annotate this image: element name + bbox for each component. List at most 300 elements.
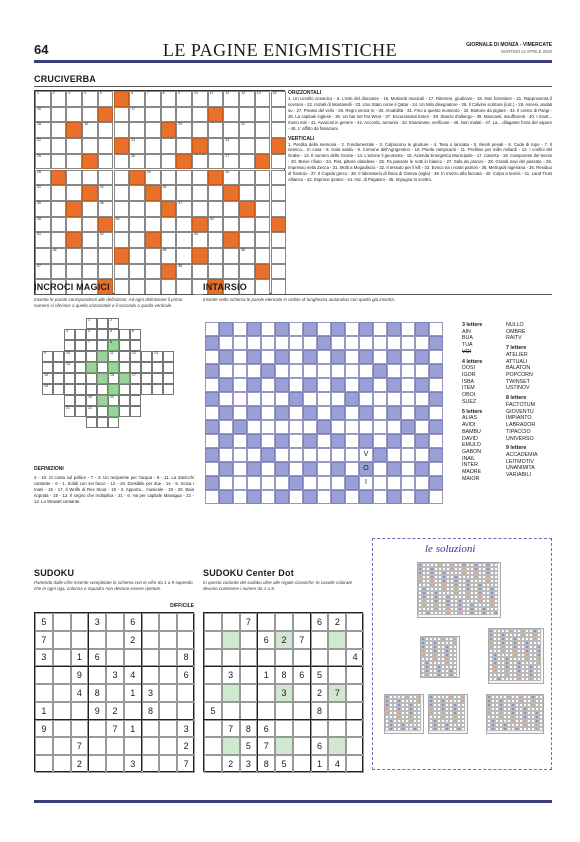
crossword-cell[interactable] [98,264,114,280]
sudoku-cell[interactable] [257,613,275,631]
intarsio-cell[interactable] [247,448,261,462]
crossword-cell[interactable] [192,232,208,248]
sudoku-cell[interactable] [159,702,177,720]
sudoku-cell[interactable] [106,737,124,755]
intarsio-cell[interactable] [317,476,331,490]
incroci-cell[interactable] [141,362,152,373]
incroci-cell[interactable] [152,384,163,395]
crossword-cell[interactable] [176,138,192,154]
sudoku-cell[interactable] [106,755,124,773]
crossword-cell[interactable] [35,217,51,233]
intarsio-cell[interactable] [345,462,359,476]
incroci-cell[interactable] [130,395,141,406]
incroci-cell[interactable] [108,417,119,428]
sudoku-cell[interactable] [159,613,177,631]
sudoku-cell[interactable]: 2 [311,684,329,702]
intarsio-cell[interactable] [247,336,261,350]
intarsio-cell[interactable] [373,490,387,504]
crossword-cell[interactable] [82,122,98,138]
intarsio-cell[interactable] [205,490,219,504]
crossword-cell[interactable] [145,248,161,264]
sudoku-cell[interactable] [293,755,311,773]
intarsio-cell[interactable] [317,378,331,392]
intarsio-cell[interactable] [415,336,429,350]
intarsio-cell[interactable] [205,378,219,392]
incroci-cell[interactable] [53,384,64,395]
intarsio-cell[interactable] [331,392,345,406]
crossword-cell[interactable] [82,232,98,248]
sudoku-center-dot-cell[interactable] [222,684,240,702]
intarsio-cell[interactable] [303,420,317,434]
intarsio-cell[interactable] [429,350,443,364]
sudoku-cell[interactable]: 8 [311,702,329,720]
sudoku-cell[interactable] [293,649,311,667]
sudoku-cell[interactable] [222,613,240,631]
sudoku-cell[interactable] [346,666,364,684]
intarsio-cell[interactable] [317,392,331,406]
intarsio-cell[interactable] [331,420,345,434]
crossword-cell[interactable] [223,107,239,123]
crossword-cell[interactable] [51,248,67,264]
crossword-cell[interactable] [239,107,255,123]
intarsio-cell[interactable] [205,434,219,448]
crossword-cell[interactable] [51,107,67,123]
crossword-cell[interactable] [129,217,145,233]
crossword-cell[interactable] [35,138,51,154]
sudoku-cell[interactable]: 5 [204,702,222,720]
incroci-cell[interactable] [152,362,163,373]
crossword-cell[interactable] [208,248,224,264]
crossword-cell[interactable] [176,279,192,295]
crossword-cell[interactable] [239,170,255,186]
intarsio-cell[interactable] [401,434,415,448]
crossword-cell[interactable] [255,170,271,186]
incroci-cell[interactable] [141,384,152,395]
intarsio-cell[interactable] [219,420,233,434]
crossword-cell[interactable] [35,154,51,170]
crossword-cell[interactable] [145,264,161,280]
intarsio-cell[interactable] [289,434,303,448]
intarsio-cell[interactable] [289,322,303,336]
sudoku-cell[interactable]: 9 [71,666,89,684]
intarsio-cell[interactable] [401,336,415,350]
crossword-cell[interactable] [51,232,67,248]
crossword-cell[interactable] [208,138,224,154]
crossword-cell[interactable] [82,170,98,186]
intarsio-cell[interactable] [261,406,275,420]
intarsio-cell[interactable] [205,462,219,476]
incroci-cell[interactable] [119,362,130,373]
intarsio-cell[interactable] [247,392,261,406]
intarsio-cell[interactable] [275,420,289,434]
intarsio-cell[interactable] [233,364,247,378]
intarsio-cell[interactable] [359,420,373,434]
incroci-highlight-cell[interactable] [97,373,108,384]
sudoku-cell[interactable] [53,737,71,755]
crossword-cell[interactable] [176,122,192,138]
incroci-cell[interactable] [86,318,97,329]
crossword-cell[interactable] [255,138,271,154]
crossword-cell[interactable] [82,138,98,154]
intarsio-grid[interactable] [205,322,455,504]
intarsio-cell[interactable] [401,448,415,462]
crossword-cell[interactable] [176,170,192,186]
sudoku-cell[interactable] [204,613,222,631]
incroci-cell[interactable] [141,351,152,362]
sudoku-cell[interactable] [275,613,293,631]
incroci-cell[interactable] [42,373,53,384]
intarsio-cell[interactable] [359,336,373,350]
sudoku-cell[interactable] [293,702,311,720]
sudoku-cell[interactable]: 7 [35,631,53,649]
intarsio-cell[interactable] [373,322,387,336]
sudoku-cell[interactable] [71,702,89,720]
incroci-cell[interactable] [163,362,174,373]
crossword-cell[interactable] [145,107,161,123]
sudoku-cell[interactable] [159,631,177,649]
crossword-cell[interactable] [129,154,145,170]
crossword-cell[interactable] [35,91,51,107]
intarsio-cell[interactable] [387,364,401,378]
intarsio-cell[interactable] [219,448,233,462]
crossword-cell[interactable] [176,107,192,123]
incroci-cell[interactable] [75,340,86,351]
intarsio-cell[interactable] [345,420,359,434]
intarsio-cell[interactable] [373,462,387,476]
crossword-cell[interactable] [223,217,239,233]
crossword-cell[interactable] [114,232,130,248]
incroci-cell[interactable] [97,329,108,340]
sudoku-cell[interactable] [53,613,71,631]
crossword-cell[interactable] [98,154,114,170]
crossword-cell[interactable] [208,154,224,170]
sudoku-cell[interactable] [240,666,258,684]
crossword-cell[interactable] [35,264,51,280]
sudoku-cell[interactable] [275,720,293,738]
sudoku-cell[interactable] [142,666,160,684]
crossword-cell[interactable] [176,264,192,280]
intarsio-cell[interactable] [289,378,303,392]
crossword-cell[interactable] [192,107,208,123]
crossword-cell[interactable] [255,91,271,107]
intarsio-cell[interactable] [429,406,443,420]
crossword-cell[interactable] [114,107,130,123]
sudoku-cell[interactable] [346,613,364,631]
crossword-cell[interactable] [208,122,224,138]
sudoku-cell[interactable] [71,631,89,649]
incroci-cell[interactable] [64,406,75,417]
incroci-highlight-cell[interactable] [97,351,108,362]
crossword-cell[interactable] [271,170,287,186]
sudoku-cell[interactable] [159,684,177,702]
sudoku-cell[interactable] [53,666,71,684]
incroci-cell[interactable] [152,351,163,362]
crossword-cell[interactable] [223,264,239,280]
incroci-cell[interactable] [163,351,174,362]
incroci-cell[interactable] [108,351,119,362]
intarsio-cell[interactable] [219,392,233,406]
intarsio-cell[interactable] [275,336,289,350]
crossword-cell[interactable] [98,91,114,107]
intarsio-cell[interactable] [233,476,247,490]
crossword-cell[interactable] [208,91,224,107]
incroci-cell[interactable] [75,373,86,384]
intarsio-cell[interactable] [401,350,415,364]
intarsio-cell[interactable] [387,336,401,350]
sudoku-cell[interactable]: 6 [293,666,311,684]
incroci-cell[interactable] [119,340,130,351]
crossword-cell[interactable] [98,122,114,138]
sudoku-cell[interactable] [106,684,124,702]
sudoku-cell[interactable] [240,649,258,667]
sudoku-cell[interactable] [204,755,222,773]
sudoku-cell[interactable]: 3 [88,613,106,631]
sudoku-cell[interactable]: 8 [177,649,195,667]
intarsio-cell[interactable] [429,322,443,336]
sudoku-cell[interactable]: 6 [88,649,106,667]
intarsio-cell[interactable] [317,490,331,504]
sudoku-cell[interactable] [293,613,311,631]
sudoku-cell[interactable]: 1 [124,684,142,702]
intarsio-cell[interactable] [247,476,261,490]
incroci-cell[interactable] [42,384,53,395]
intarsio-cell[interactable] [331,448,345,462]
intarsio-cell[interactable] [317,322,331,336]
crossword-cell[interactable] [129,107,145,123]
intarsio-cell[interactable] [359,364,373,378]
intarsio-cell[interactable] [373,406,387,420]
crossword-cell[interactable] [82,107,98,123]
crossword-cell[interactable] [35,248,51,264]
intarsio-cell[interactable] [303,336,317,350]
intarsio-cell[interactable] [429,434,443,448]
intarsio-cell[interactable] [345,406,359,420]
crossword-cell[interactable] [82,201,98,217]
sudoku-cell[interactable] [88,631,106,649]
crossword-cell[interactable] [66,248,82,264]
intarsio-cell[interactable] [219,364,233,378]
incroci-cell[interactable] [64,395,75,406]
sudoku-cell[interactable]: 2 [177,737,195,755]
intarsio-cell[interactable] [233,406,247,420]
incroci-cell[interactable] [108,329,119,340]
crossword-cell[interactable] [114,154,130,170]
crossword-cell[interactable] [208,217,224,233]
sudoku-cell[interactable]: 2 [71,755,89,773]
intarsio-cell[interactable] [317,406,331,420]
sudoku-cell[interactable]: 8 [142,702,160,720]
incroci-highlight-cell[interactable] [108,406,119,417]
sudoku-cell[interactable] [222,649,240,667]
sudoku-cell[interactable] [88,720,106,738]
incroci-cell[interactable] [64,384,75,395]
intarsio-cell[interactable] [345,322,359,336]
crossword-cell[interactable] [161,185,177,201]
crossword-cell[interactable] [145,91,161,107]
incroci-cell[interactable] [130,373,141,384]
incroci-cell[interactable] [75,351,86,362]
sudoku-cell[interactable]: 6 [311,613,329,631]
crossword-cell[interactable] [271,185,287,201]
sudoku-cell[interactable] [35,755,53,773]
intarsio-cell[interactable] [233,392,247,406]
intarsio-cell[interactable] [275,364,289,378]
sudoku-cell[interactable] [142,613,160,631]
crossword-cell[interactable] [239,264,255,280]
crossword-cell[interactable] [114,217,130,233]
sudoku-cell[interactable] [35,666,53,684]
incroci-highlight-cell[interactable] [108,384,119,395]
incroci-cell[interactable] [86,373,97,384]
crossword-cell[interactable] [192,170,208,186]
intarsio-cell[interactable] [331,364,345,378]
sudoku-cell[interactable] [124,649,142,667]
crossword-cell[interactable] [192,122,208,138]
sudoku-cell[interactable] [177,631,195,649]
sudoku-cell[interactable]: 2 [328,613,346,631]
sudoku-cell[interactable] [204,666,222,684]
sudoku-cell[interactable] [204,649,222,667]
crossword-cell[interactable] [271,122,287,138]
intarsio-cell[interactable] [373,378,387,392]
incroci-cell[interactable] [64,340,75,351]
incroci-cell[interactable] [86,340,97,351]
incroci-cell[interactable] [163,373,174,384]
crossword-cell[interactable] [35,185,51,201]
crossword-cell[interactable] [129,91,145,107]
intarsio-cell[interactable] [317,434,331,448]
intarsio-cell[interactable] [261,420,275,434]
sudoku-cell[interactable] [275,702,293,720]
intarsio-cell[interactable] [387,392,401,406]
intarsio-cell[interactable] [373,350,387,364]
crossword-cell[interactable] [114,170,130,186]
intarsio-cell[interactable] [275,476,289,490]
incroci-cell[interactable] [86,329,97,340]
sudoku-cell[interactable] [204,720,222,738]
intarsio-cell[interactable] [261,434,275,448]
crossword-cell[interactable] [82,217,98,233]
incroci-highlight-cell[interactable] [108,362,119,373]
intarsio-cell[interactable] [219,476,233,490]
sudoku-cell[interactable] [106,649,124,667]
intarsio-cell[interactable] [401,462,415,476]
crossword-cell[interactable] [223,154,239,170]
crossword-cell[interactable] [98,185,114,201]
sudoku-cell[interactable]: 5 [240,737,258,755]
intarsio-cell[interactable] [429,490,443,504]
incroci-cell[interactable] [64,373,75,384]
crossword-cell[interactable] [176,248,192,264]
incroci-cell[interactable] [42,362,53,373]
intarsio-cell[interactable] [345,364,359,378]
sudoku-cell[interactable]: 4 [124,666,142,684]
sudoku-cell[interactable] [311,649,329,667]
sudoku-cell[interactable] [275,649,293,667]
crossword-cell[interactable] [66,170,82,186]
crossword-cell[interactable] [208,185,224,201]
sudoku-cell[interactable] [177,684,195,702]
sudoku-cell[interactable] [328,666,346,684]
intarsio-cell[interactable] [359,392,373,406]
crossword-cell[interactable] [129,264,145,280]
crossword-cell[interactable] [51,154,67,170]
sudoku-cell[interactable]: 7 [106,720,124,738]
sudoku-cell[interactable] [53,684,71,702]
sudoku-cell[interactable] [204,737,222,755]
sudoku-cell[interactable]: 9 [88,702,106,720]
sudoku-cell[interactable]: 4 [328,755,346,773]
incroci-highlight-cell[interactable] [119,373,130,384]
crossword-cell[interactable] [271,248,287,264]
crossword-cell[interactable] [66,217,82,233]
crossword-cell[interactable] [51,185,67,201]
intarsio-cell[interactable] [401,490,415,504]
crossword-cell[interactable] [239,185,255,201]
intarsio-cell[interactable] [415,476,429,490]
incroci-cell[interactable] [86,351,97,362]
incroci-cell[interactable] [130,340,141,351]
sudoku-grid[interactable] [34,612,194,772]
intarsio-cell[interactable] [317,448,331,462]
crossword-cell[interactable] [271,107,287,123]
sudoku-cell[interactable] [35,684,53,702]
sudoku-center-dot-cell[interactable]: 2 [275,631,293,649]
incroci-cell[interactable] [119,351,130,362]
sudoku-cell[interactable]: 4 [346,649,364,667]
sudoku-cell[interactable] [159,649,177,667]
incroci-cell[interactable] [97,384,108,395]
crossword-cell[interactable] [208,201,224,217]
crossword-cell[interactable] [239,91,255,107]
sudoku-cell[interactable]: 1 [71,649,89,667]
sudoku-cell[interactable] [346,631,364,649]
intarsio-cell[interactable] [303,392,317,406]
sudoku-cell[interactable]: 6 [257,720,275,738]
crossword-cell[interactable] [66,264,82,280]
crossword-cell[interactable] [98,248,114,264]
crossword-cell[interactable] [161,248,177,264]
sudoku-cell[interactable] [240,702,258,720]
crossword-cell[interactable] [255,201,271,217]
intarsio-cell[interactable] [261,322,275,336]
crossword-cell[interactable] [145,138,161,154]
sudoku-cell[interactable] [328,649,346,667]
crossword-cell[interactable] [129,248,145,264]
intarsio-cell[interactable] [401,364,415,378]
sudoku-cell[interactable] [106,631,124,649]
intarsio-cell[interactable] [289,420,303,434]
sudoku-cell[interactable] [346,684,364,702]
incroci-highlight-cell[interactable] [86,362,97,373]
sudoku-cell[interactable] [159,737,177,755]
sudoku-cell[interactable]: 1 [35,702,53,720]
sudoku-cell[interactable] [159,666,177,684]
intarsio-cell[interactable] [275,448,289,462]
incroci-cell[interactable] [75,395,86,406]
intarsio-cell[interactable] [415,420,429,434]
sudoku-cell[interactable] [346,720,364,738]
intarsio-cell[interactable] [289,406,303,420]
intarsio-cell[interactable] [233,490,247,504]
crossword-cell[interactable] [98,232,114,248]
intarsio-cell[interactable] [373,476,387,490]
intarsio-cell[interactable] [415,448,429,462]
crossword-cell[interactable] [255,107,271,123]
intarsio-cell[interactable] [345,448,359,462]
intarsio-cell[interactable] [387,420,401,434]
intarsio-cell[interactable] [331,336,345,350]
